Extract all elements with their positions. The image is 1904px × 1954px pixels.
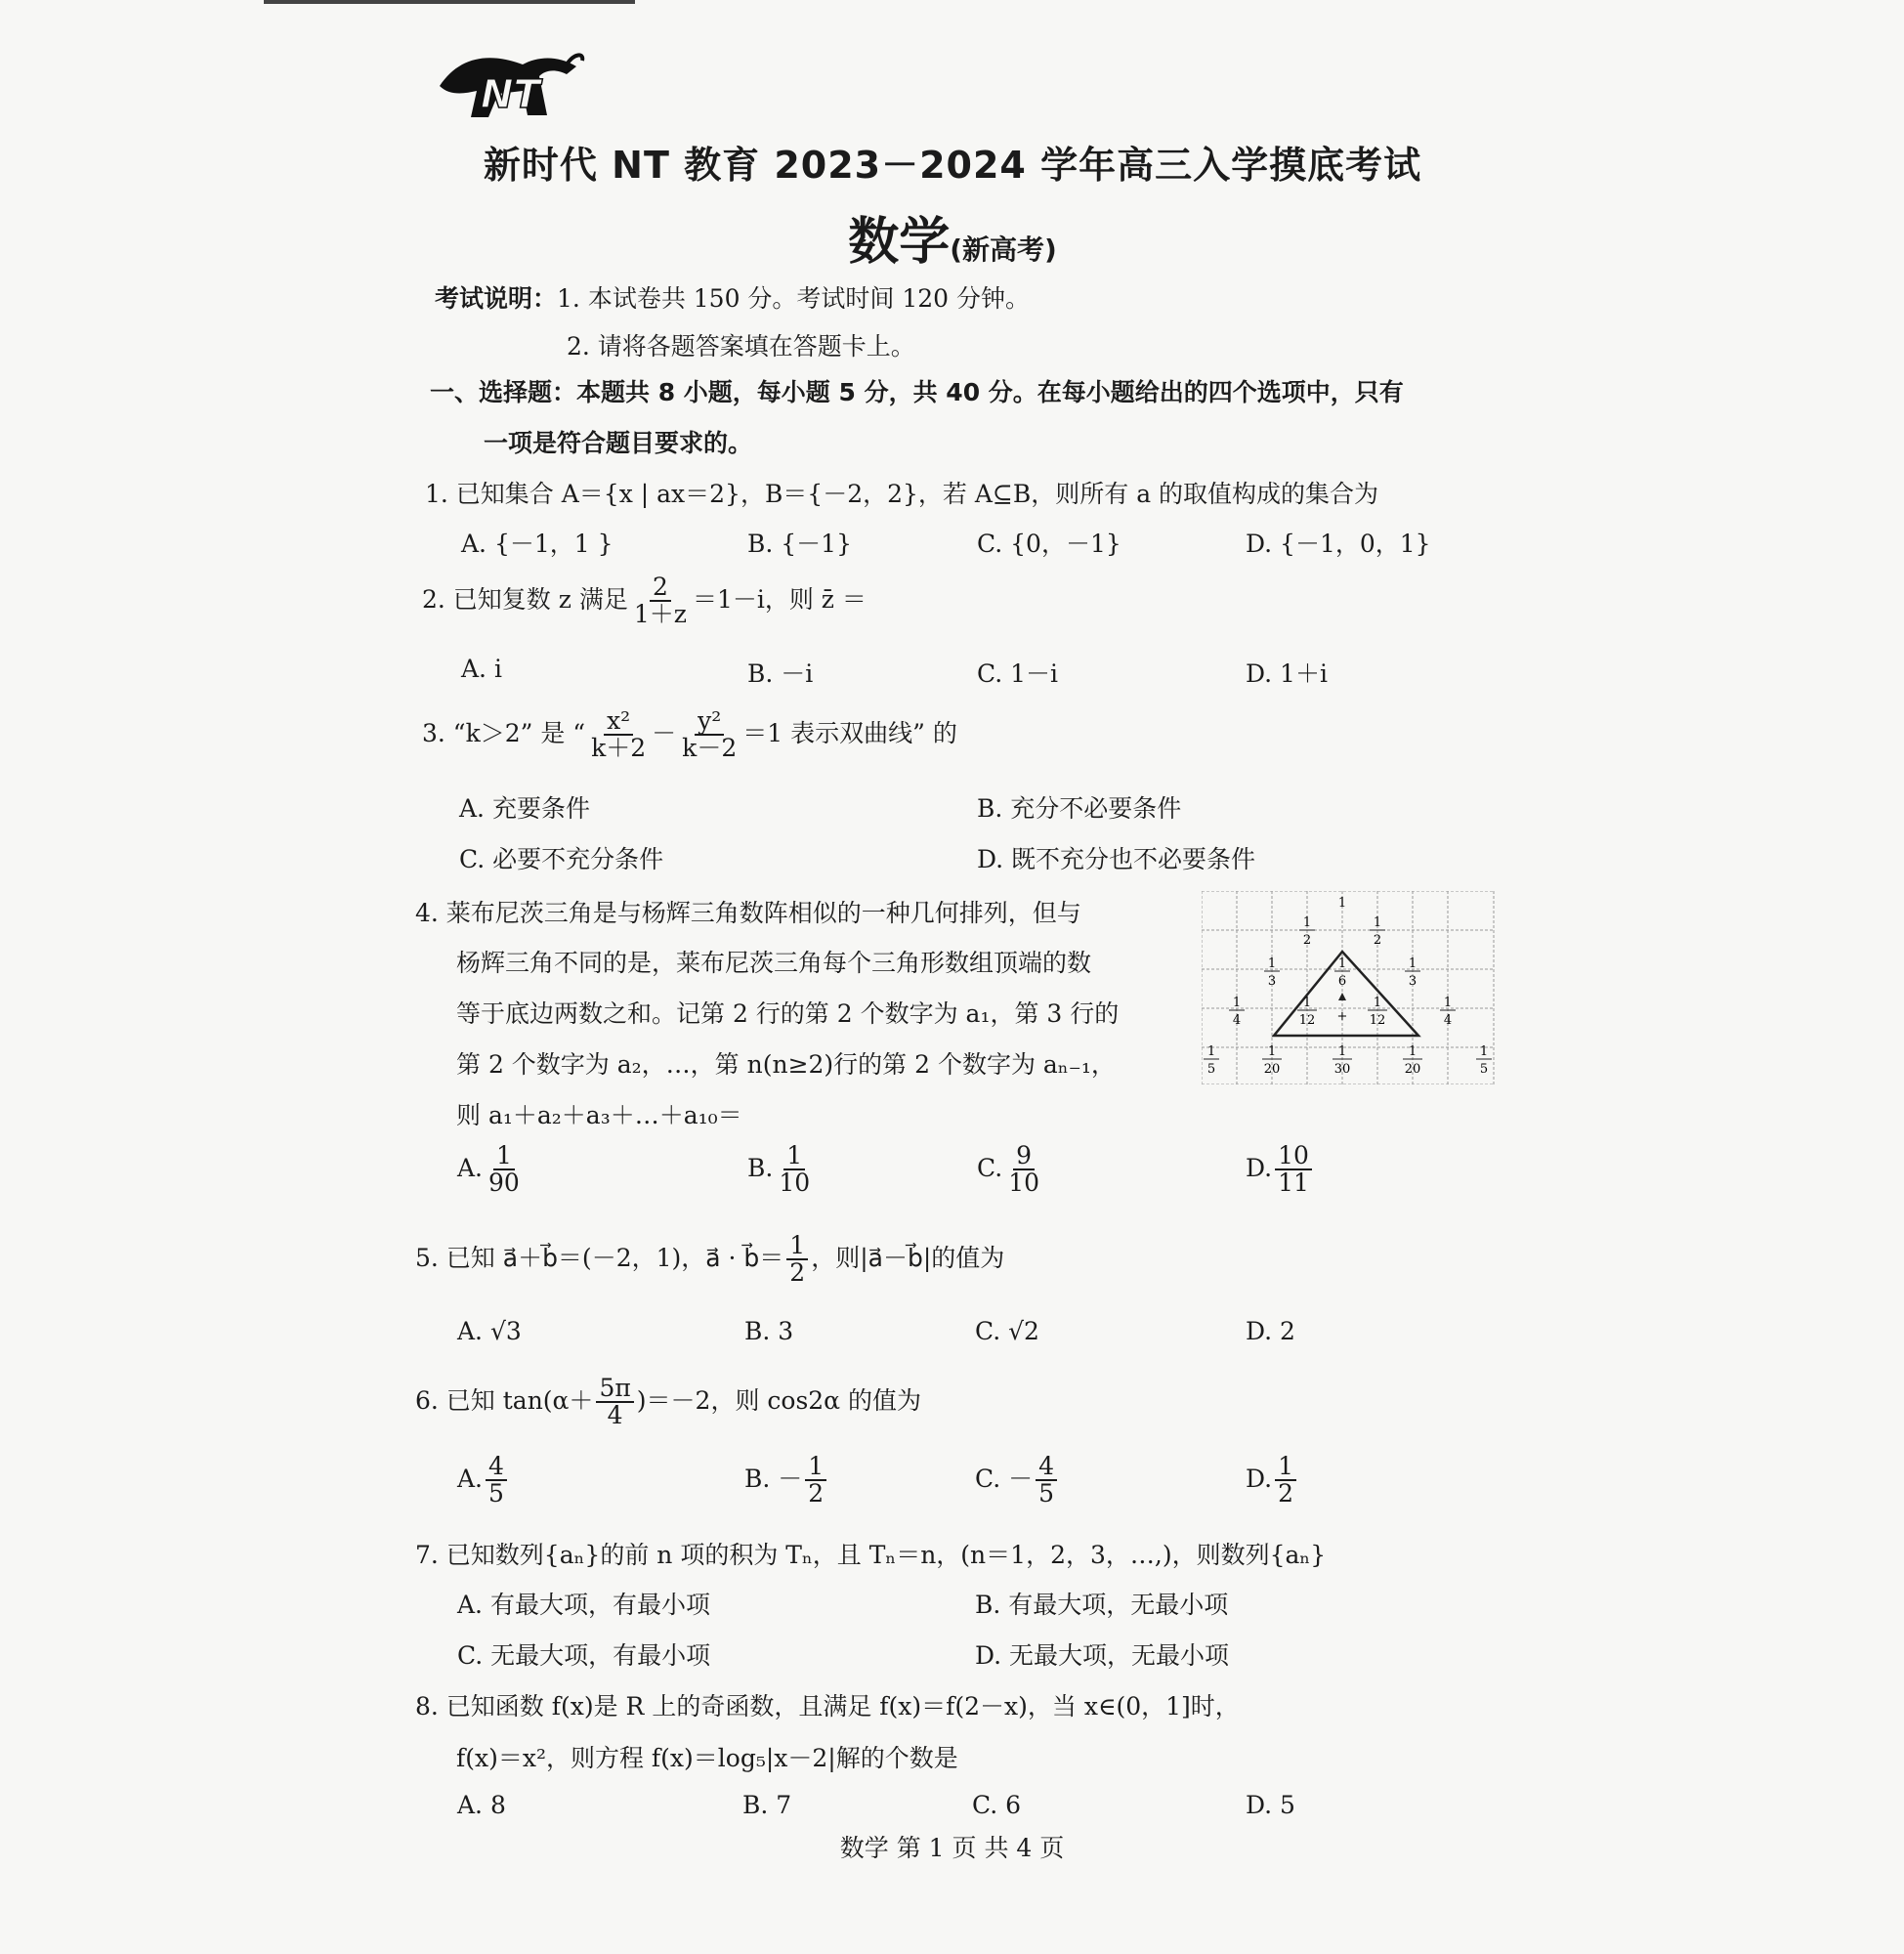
q4-b-den: 10 [779, 1168, 811, 1198]
q6-frac [596, 1376, 633, 1429]
q5-stem [415, 1233, 1004, 1287]
q5-option-a: A. √3 [457, 1317, 522, 1345]
q4-d-num: 10 [1275, 1143, 1312, 1170]
q4-option-b [747, 1143, 816, 1197]
q7-stem: 7. 已知数列{aₙ}的前 n 项的积为 Tₙ，且 Tₙ＝n，(n＝1，2，3，…,)，则数列{aₙ} [415, 1541, 1327, 1569]
q6-option-a [457, 1454, 510, 1508]
instructions-label: 考试说明： [435, 284, 558, 313]
q6-stem-pre: 6. 已知 tan(α＋ [415, 1385, 594, 1415]
svg-text:2: 2 [1302, 933, 1312, 948]
svg-text:3: 3 [1267, 974, 1277, 989]
section-heading-line2: 一项是符合题目要求的。 [484, 429, 753, 457]
q8-option-a: A. 8 [457, 1791, 506, 1819]
section-heading-line1: 一、选择题：本题共 8 小题，每小题 5 分，共 40 分。在每小题给出的四个选项中，只有 [430, 378, 1404, 406]
q6-option-b [744, 1454, 829, 1508]
q4-option-d [1246, 1143, 1315, 1197]
q7-option-c: C. 无最大项，有最小项 [457, 1641, 711, 1670]
subject-name: 数学 [848, 213, 951, 272]
q4-a-den: 90 [488, 1168, 520, 1198]
svg-text:30: 30 [1333, 1062, 1351, 1077]
svg-text:1: 1 [1408, 1044, 1417, 1059]
svg-text:3: 3 [1408, 974, 1417, 989]
q6-c-den: 5 [1038, 1479, 1055, 1508]
q4-line4: 第 2 个数字为 a₂，…，第 n(n≥2)行的第 2 个数字为 aₙ₋₁， [456, 1050, 1116, 1079]
q3-stem [422, 708, 957, 762]
q5-stem-post: ，则|a⃗－b⃗|的值为 [811, 1243, 1005, 1272]
svg-text:1: 1 [1206, 1044, 1216, 1059]
q4-d-frac [1275, 1143, 1312, 1197]
nt-bull-logo [430, 47, 586, 127]
q6-f-num: 5π [596, 1376, 633, 1403]
q8-line1: 8. 已知函数 f(x)是 R 上的奇函数，且满足 f(x)＝f(2－x)，当 x∈(0，1]时， [415, 1692, 1240, 1720]
logo-lettering: NT [481, 72, 540, 117]
svg-text:1: 1 [1302, 996, 1312, 1010]
q1-stem: 1. 已知集合 A＝{x | ax＝2}，B＝{－2，2}，若 A⊆B，则所有 a 的取值构成的集合为 [425, 480, 1379, 508]
subject-note: (新高考) [950, 234, 1057, 266]
q6-f-den: 4 [607, 1401, 623, 1430]
instructions-item2: 2. 请将各题答案填在答题卡上。 [567, 332, 915, 361]
triangle-r1: 1 [1337, 896, 1347, 911]
q2-stem-post: ＝1－i，则 z̄ ＝ [692, 584, 867, 614]
triangle-row5 [1207, 1044, 1488, 1077]
q4-option-a [457, 1143, 526, 1197]
q6-stem [415, 1376, 921, 1429]
q1-option-c: C. {0，－1} [977, 530, 1121, 558]
q6-b-den: 2 [808, 1479, 825, 1508]
q4-d-label: D. [1246, 1153, 1273, 1182]
q4-a-label: A. [457, 1153, 484, 1182]
q3-f2-den: k－2 [682, 734, 738, 763]
q6-c-label: C. － [975, 1464, 1034, 1493]
triangle-row4 [1233, 993, 1452, 1028]
q6-b-frac [805, 1454, 826, 1508]
q2-option-b: B. －i [747, 659, 814, 688]
q7-option-b: B. 有最大项，无最小项 [975, 1591, 1229, 1619]
q4-line1: 4. 莱布尼茨三角是与杨辉三角数阵相似的一种几何排列，但与 [415, 899, 1081, 927]
q5-option-d: D. 2 [1246, 1317, 1295, 1345]
q2-stem [422, 574, 867, 628]
scan-edge-bar [264, 0, 635, 4]
q6-a-label: A. [457, 1464, 484, 1493]
svg-text:+: + [1336, 1009, 1348, 1024]
q5-option-c: C. √2 [975, 1317, 1039, 1345]
q1-option-a: A. {－1，1 } [461, 530, 614, 558]
q2-option-a: A. i [461, 655, 502, 683]
q8-option-d: D. 5 [1246, 1791, 1295, 1819]
q8-line2: f(x)＝x²，则方程 f(x)＝log₅|x－2|解的个数是 [456, 1744, 958, 1772]
q6-d-num: 1 [1275, 1454, 1296, 1481]
page-footer: 数学 第 1 页 共 4 页 [839, 1834, 1065, 1862]
q1-option-d: D. {－1，0，1} [1246, 530, 1431, 558]
subject-heading [410, 200, 1495, 274]
q7-option-d: D. 无最大项，无最小项 [975, 1641, 1230, 1670]
svg-text:5: 5 [1479, 1062, 1489, 1077]
q6-option-d [1246, 1454, 1299, 1508]
leibniz-triangle-figure [1202, 891, 1495, 1084]
q6-c-num: 4 [1036, 1454, 1057, 1481]
q5-f-den: 2 [789, 1258, 806, 1288]
q6-stem-post: )＝－2，则 cos2α 的值为 [636, 1385, 922, 1415]
q8-option-b: B. 7 [742, 1791, 792, 1819]
q6-d-frac [1275, 1454, 1296, 1508]
instructions-line1 [435, 279, 1030, 315]
q5-f-num: 1 [786, 1233, 808, 1260]
q4-line5: 则 a₁＋a₂＋a₃＋…＋a₁₀＝ [456, 1101, 742, 1129]
svg-text:1: 1 [1337, 1044, 1347, 1059]
svg-text:1: 1 [1373, 996, 1382, 1010]
q3-fraction-1 [588, 708, 649, 762]
q6-d-label: D. [1246, 1464, 1273, 1493]
q2-fraction [631, 574, 690, 628]
q3-f1-den: k＋2 [591, 734, 647, 763]
q4-c-label: C. [977, 1153, 1003, 1182]
q3-option-b: B. 充分不必要条件 [977, 794, 1182, 823]
svg-text:1: 1 [1267, 956, 1277, 971]
svg-text:20: 20 [1263, 1062, 1281, 1077]
svg-text:1: 1 [1479, 1044, 1489, 1059]
exam-title: 新时代 NT 教育 2023－2024 学年高三入学摸底考试 [483, 144, 1422, 187]
svg-text:4: 4 [1232, 1013, 1242, 1028]
q4-line2: 杨辉三角不同的是，莱布尼茨三角每个三角形数组顶端的数 [456, 949, 1092, 977]
q6-a-frac [486, 1454, 507, 1508]
svg-text:1: 1 [1373, 915, 1382, 930]
q3-minus: － [652, 718, 677, 747]
q3-f2-num: y² [695, 708, 724, 736]
q4-c-num: 9 [1013, 1143, 1035, 1170]
q3-stem-pre: 3. “k＞2” 是 “ [422, 718, 586, 747]
q5-option-b: B. 3 [744, 1317, 794, 1345]
svg-text:6: 6 [1337, 974, 1347, 989]
q6-c-frac [1036, 1454, 1057, 1508]
q4-b-label: B. [747, 1153, 774, 1182]
svg-text:1: 1 [1232, 996, 1242, 1010]
q8-option-c: C. 6 [972, 1791, 1022, 1819]
svg-text:1: 1 [1443, 996, 1453, 1010]
q5-stem-pre: 5. 已知 a⃗＋b⃗＝(－2，1)，a⃗ · b⃗＝ [415, 1243, 784, 1272]
q3-fraction-2 [679, 708, 740, 762]
svg-text:20: 20 [1404, 1062, 1421, 1077]
svg-text:4: 4 [1443, 1013, 1453, 1028]
triangle-row3 [1268, 956, 1417, 989]
q6-b-label: B. － [744, 1464, 803, 1493]
instructions-item1: 1. 本试卷共 150 分。考试时间 120 分钟。 [557, 284, 1031, 313]
q4-a-frac [486, 1143, 523, 1197]
q4-d-den: 11 [1278, 1168, 1309, 1198]
q2-option-d: D. 1＋i [1246, 659, 1328, 688]
q4-c-frac [1005, 1143, 1042, 1197]
q6-a-num: 4 [486, 1454, 507, 1481]
q6-a-den: 5 [488, 1479, 504, 1508]
svg-text:1: 1 [1408, 956, 1417, 971]
q2-frac-num: 2 [650, 574, 671, 602]
q5-frac [786, 1233, 808, 1287]
q3-stem-post: ＝1 表示双曲线” 的 [742, 718, 957, 747]
q3-option-a: A. 充要条件 [459, 794, 590, 823]
q4-a-num: 1 [493, 1143, 515, 1170]
q2-stem-pre: 2. 已知复数 z 满足 [422, 584, 628, 614]
q6-d-den: 2 [1278, 1479, 1294, 1508]
q6-b-num: 1 [805, 1454, 826, 1481]
q1-option-b: B. {－1} [747, 530, 852, 558]
svg-text:5: 5 [1206, 1062, 1216, 1077]
svg-text:12: 12 [1298, 1013, 1316, 1028]
q2-option-c: C. 1－i [977, 659, 1059, 688]
svg-text:1: 1 [1337, 956, 1347, 971]
q4-option-c [977, 1143, 1045, 1197]
q6-option-c [975, 1454, 1060, 1508]
q4-line3: 等于底边两数之和。记第 2 行的第 2 个数字为 a₁，第 3 行的 [456, 999, 1120, 1028]
svg-text:1: 1 [1267, 1044, 1277, 1059]
svg-text:2: 2 [1373, 933, 1382, 948]
q4-b-frac [776, 1143, 813, 1197]
q4-c-den: 10 [1008, 1168, 1039, 1198]
q2-frac-den: 1＋z [633, 600, 687, 629]
svg-text:12: 12 [1369, 1013, 1386, 1028]
q7-option-a: A. 有最大项，有最小项 [457, 1591, 710, 1619]
q3-option-c: C. 必要不充分条件 [459, 845, 664, 873]
q3-option-d: D. 既不充分也不必要条件 [977, 845, 1256, 873]
svg-text:1: 1 [1302, 915, 1312, 930]
q4-b-num: 1 [783, 1143, 805, 1170]
q3-f1-num: x² [604, 708, 633, 736]
